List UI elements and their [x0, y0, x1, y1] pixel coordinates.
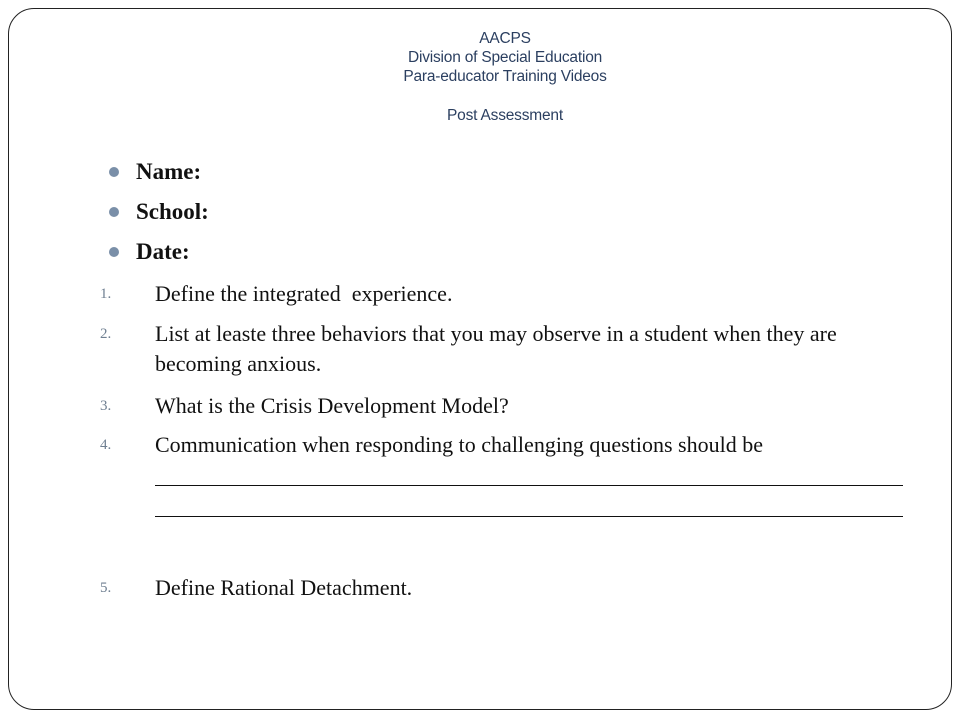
name-field [108, 158, 209, 198]
question-text: Define Rational Detachment. [155, 575, 413, 600]
header-program: Para-educator Training Videos [403, 68, 607, 85]
date-label: Date: [136, 239, 190, 264]
question-text: What is the Crisis Development Model? [155, 393, 509, 418]
answer-line[interactable] [155, 485, 903, 486]
question-number: 1. [100, 286, 112, 302]
school-label: School: [136, 199, 209, 224]
question-text-line: becoming anxious. [155, 351, 322, 376]
question-text-line: List at leaste three behaviors that you may observe in a student when they are [155, 321, 837, 346]
slide-header [0, 29, 960, 125]
info-fields [108, 158, 209, 278]
question-text-block [155, 430, 915, 517]
question-text: Communication when responding to challenging questions should be [155, 432, 763, 457]
question-number: 3. [100, 398, 112, 414]
question-text [155, 319, 915, 379]
question-number: 5. [100, 580, 112, 596]
name-label: Name: [136, 159, 202, 184]
header-subtitle: Post Assessment [447, 107, 563, 124]
question-number: 2. [100, 326, 112, 342]
bullet-icon [109, 167, 119, 177]
bullet-icon [109, 247, 119, 257]
date-field [108, 238, 209, 278]
answer-line[interactable] [155, 516, 903, 517]
question-text: Define the integrated experience. [155, 281, 453, 306]
question-number: 4. [100, 437, 112, 453]
school-field [108, 198, 209, 238]
header-division: Division of Special Education [407, 49, 603, 66]
bullet-icon [109, 207, 119, 217]
header-org: AACPS [479, 30, 531, 47]
